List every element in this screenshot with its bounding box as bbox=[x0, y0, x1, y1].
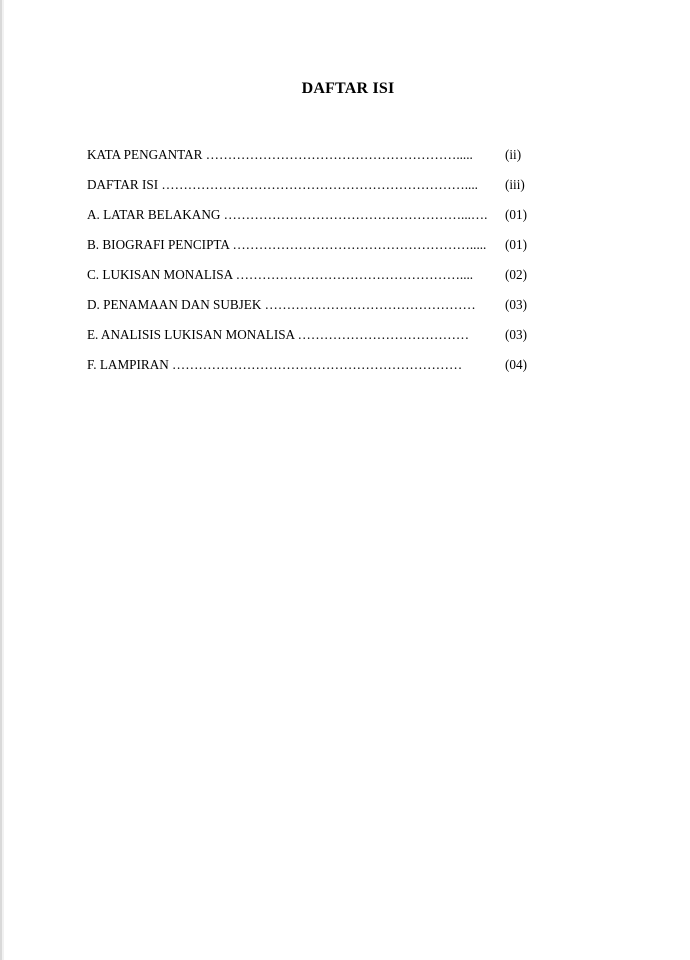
table-of-contents bbox=[87, 146, 547, 386]
toc-entry-lampiran bbox=[87, 356, 547, 386]
toc-entry-page: (03) bbox=[505, 327, 527, 342]
toc-entry-page: (01) bbox=[505, 207, 527, 222]
toc-entry-page: (03) bbox=[505, 297, 527, 312]
toc-entry-label: E. ANALISIS LUKISAN MONALISA ………………………………… bbox=[87, 327, 470, 342]
toc-entry-kata-pengantar bbox=[87, 146, 547, 176]
toc-entry-page: (02) bbox=[505, 267, 527, 282]
toc-entry-label: C. LUKISAN MONALISA …………………………………………….... bbox=[87, 267, 474, 282]
toc-entry-page: (ii) bbox=[505, 147, 522, 162]
toc-entry-daftar-isi bbox=[87, 176, 547, 206]
toc-entry-lukisan-monalisa bbox=[87, 266, 547, 296]
toc-entry-page: (iii) bbox=[505, 177, 525, 192]
toc-entry-biografi-pencipta bbox=[87, 236, 547, 266]
page-edge-shadow bbox=[2, 0, 4, 960]
toc-entry-page: (04) bbox=[505, 357, 527, 372]
toc-entry-label: D. PENAMAAN DAN SUBJEK ………………………………………… bbox=[87, 297, 476, 312]
toc-entry-label: A. LATAR BELAKANG ………………………………………………...…. bbox=[87, 207, 488, 222]
toc-entry-label: DAFTAR ISI …………………………………………………………….... bbox=[87, 177, 478, 192]
page-title: DAFTAR ISI bbox=[301, 80, 395, 97]
toc-entry-latar-belakang bbox=[87, 206, 547, 236]
toc-entry-label: B. BIOGRAFI PENCIPTA ………………………………………………..... bbox=[87, 237, 487, 252]
toc-entry-label: F. LAMPIRAN ………………………………………………………… bbox=[87, 357, 463, 372]
toc-entry-page: (01) bbox=[505, 237, 527, 252]
toc-entry-penamaan-dan-subjek bbox=[87, 296, 547, 326]
toc-entry-label: KATA PENGANTAR …………………………………………………..... bbox=[87, 147, 473, 162]
toc-entry-analisis-lukisan-monalisa bbox=[87, 326, 547, 356]
